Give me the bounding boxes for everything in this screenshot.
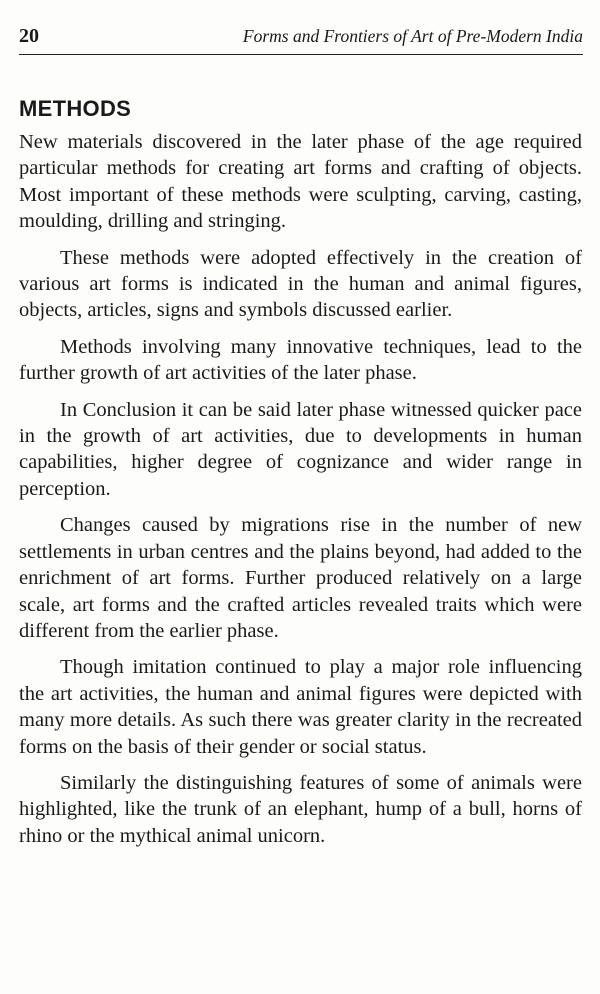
paragraph: In Conclusion it can be said later phase witnessed quicker pace in the growth of art activities, due to developments in human capabilities, higher degree of cognizance and wider range in perception. [19, 398, 582, 500]
running-header [19, 24, 583, 55]
paragraph: Changes caused by migrations rise in the number of new settlements in urban centres and the plains beyond, had added to the enrichment of art forms. Further produced relatively on a large scale, art forms and the crafted articles revealed traits which were different from the earlier phase. [19, 514, 582, 642]
paragraph: These methods were adopted effectively in the creation of various art forms is indicated in the human and animal figures, objects, articles, signs and symbols discussed earlier. [19, 246, 582, 322]
paragraph: Similarly the distinguishing features of some of animals were highlighted, like the trunk of an elephant, hump of a bull, horns of rhino or the mythical animal unicorn. [19, 771, 582, 847]
paragraph: Methods involving many innovative techniques, lead to the further growth of art activities of the later phase. [19, 335, 582, 385]
paragraph: New materials discovered in the later phase of the age required particular methods for creating art forms and crafting of objects. Most important of these methods were sculpting, carving, casting, moulding, drilling and stringing. [19, 131, 582, 233]
book-title: Forms and Frontiers of Art of Pre-Modern India [242, 26, 583, 46]
section-heading: METHODS [19, 96, 132, 121]
page-number: 20 [19, 25, 39, 47]
paragraph: Though imitation continued to play a major role influencing the art activities, the human and animal figures were depicted with many more details. As such there was greater clarity in the recreated forms on the basis of their gender or social status. [19, 656, 582, 758]
body-text [19, 129, 582, 859]
